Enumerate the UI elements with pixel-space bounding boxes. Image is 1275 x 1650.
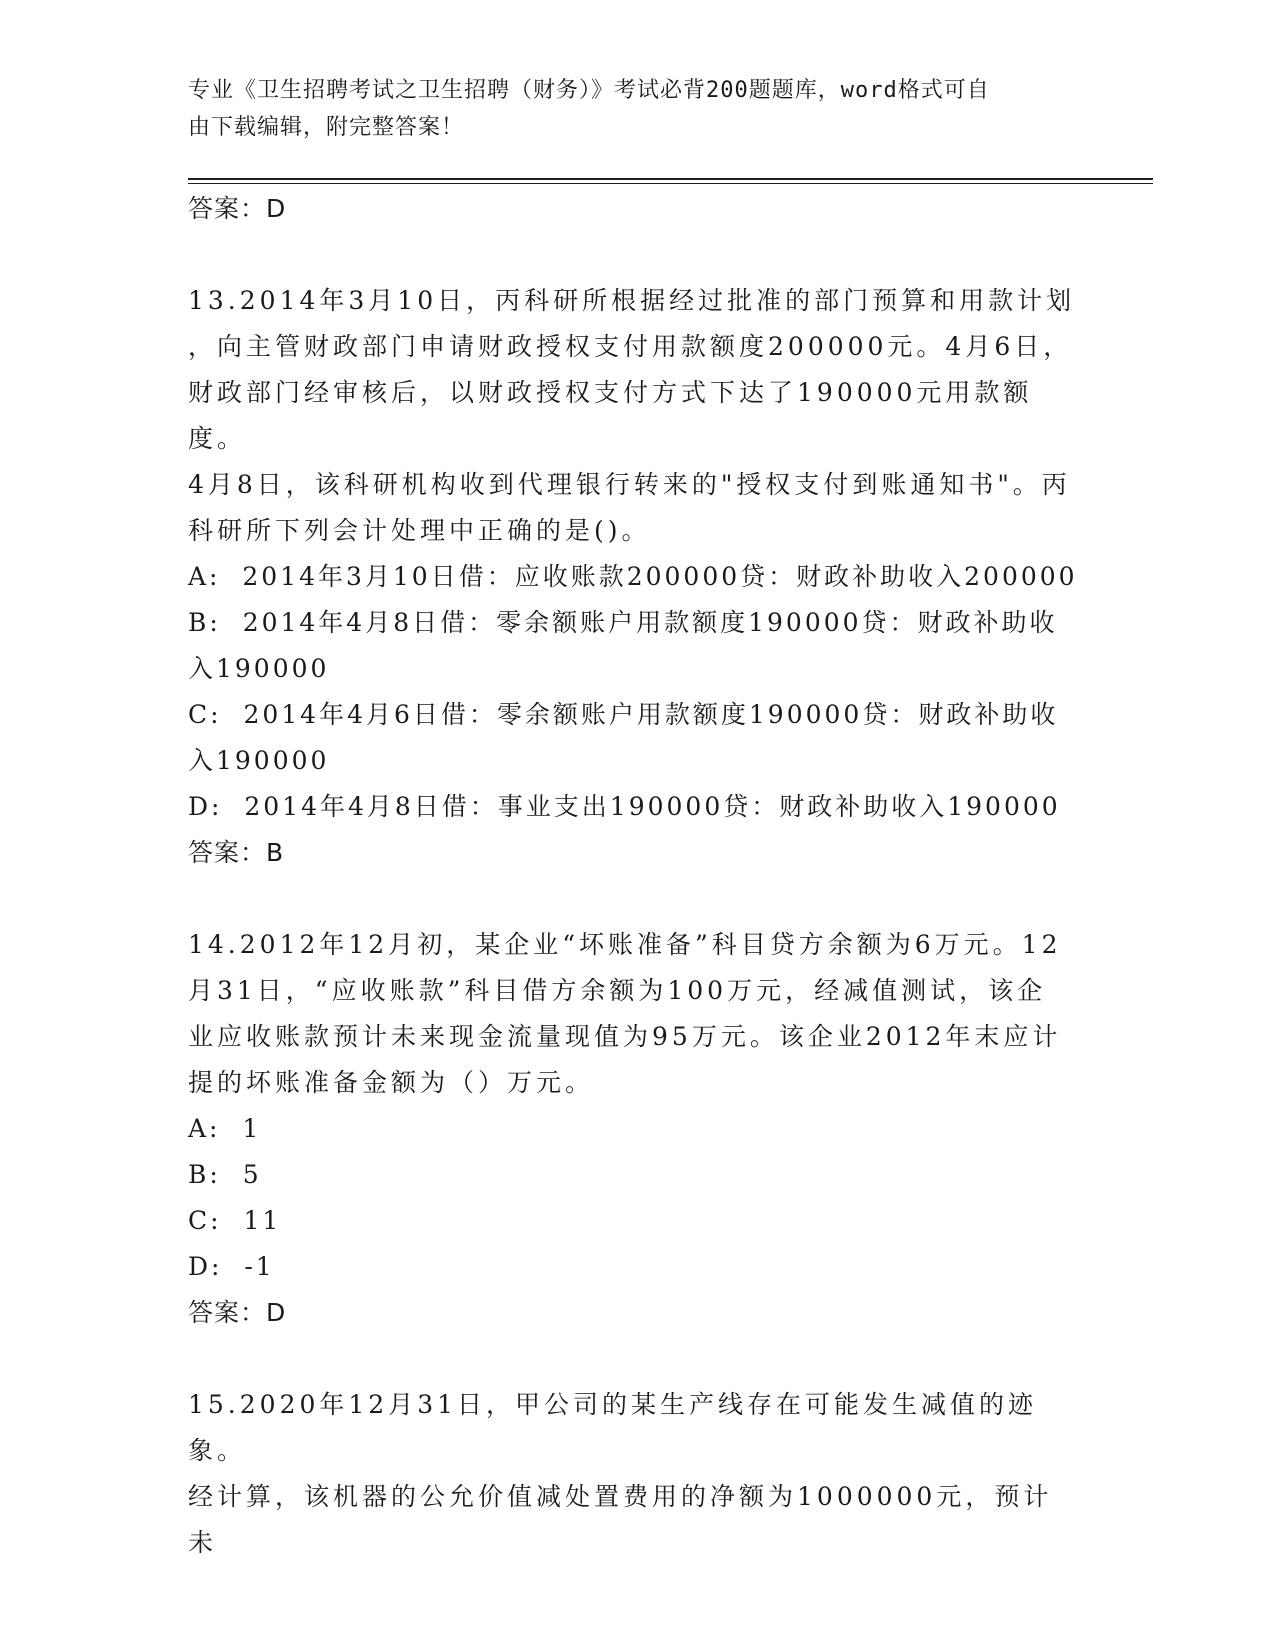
- question-line: 月31日，“应收账款”科目借方余额为100万元，经减值测试，该企: [188, 976, 1047, 1005]
- question-line: 14.2012年12月初，某企业“坏账准备”科目贷方余额为6万元。12: [188, 930, 1062, 959]
- question-line: 15.2020年12月31日，甲公司的某生产线存在可能发生减值的迹象。: [188, 1390, 1038, 1465]
- question-line: 业应收账款预计未来现金流量现值为95万元。该企业2012年末应计: [188, 1022, 1062, 1051]
- option-a: A: 2014年3月10日借：应收账款200000贷：财政补助收入200000: [188, 562, 1078, 591]
- header-line: 由下载编辑，附完整答案！: [188, 115, 465, 140]
- spacer: [188, 232, 1078, 278]
- header-divider-thin: [188, 183, 1153, 184]
- question-line: 13.2014年3月10日，丙科研所根据经过批准的部门预算和用款计划: [188, 286, 1076, 315]
- header-line: 专业《卫生招聘考试之卫生招聘（财务）》考试必背200题题库，word格式可自: [188, 78, 990, 103]
- option-b: B: 2014年4月8日借：零余额账户用款额度190000贷：财政补助收: [188, 608, 1058, 637]
- question-line: 财政部门经审核后，以财政授权支付方式下达了190000元用款额度。: [188, 378, 1033, 453]
- spacer: [188, 876, 1078, 922]
- option-b-continued: 入190000: [188, 654, 330, 683]
- answer: 答案：D: [188, 1298, 287, 1327]
- option-c-continued: 入190000: [188, 746, 330, 775]
- answer: 答案：B: [188, 838, 285, 867]
- document-header: [188, 72, 1078, 146]
- option-c: C: 11: [188, 1206, 282, 1235]
- question-line: ，向主管财政部门申请财政授权支付用款额度200000元。4月6日，: [188, 332, 1073, 361]
- option-d: D: -1: [188, 1252, 275, 1281]
- header-divider: [188, 178, 1153, 180]
- question-line: 4月8日，该科研机构收到代理银行转来的"授权支付到账通知书"。丙: [188, 470, 1071, 499]
- question-line: 科研所下列会计处理中正确的是()。: [188, 516, 651, 545]
- option-a: A: 1: [188, 1114, 262, 1143]
- question-14: [188, 922, 1078, 1336]
- question-line: 提的坏账准备金额为（）万元。: [188, 1068, 595, 1097]
- option-d: D: 2014年4月8日借：事业支出190000贷：财政补助收入190000: [188, 792, 1061, 821]
- question-line: 经计算，该机器的公允价值减处置费用的净额为1000000元，预计未: [188, 1482, 1053, 1557]
- question-13: [188, 278, 1078, 876]
- document-body: [188, 186, 1078, 1566]
- previous-answer: 答案：D: [188, 194, 287, 223]
- spacer: [188, 1336, 1078, 1382]
- option-b: B: 5: [188, 1160, 262, 1189]
- option-c: C: 2014年4月6日借：零余额账户用款额度190000贷：财政补助收: [188, 700, 1059, 729]
- question-15: [188, 1382, 1078, 1566]
